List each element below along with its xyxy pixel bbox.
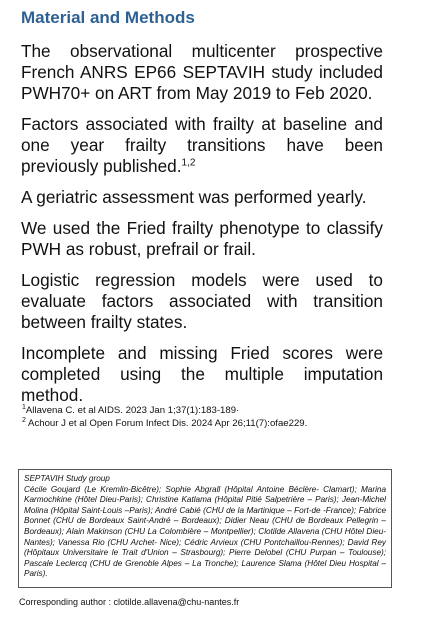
paragraph-study-design	[21, 41, 383, 104]
paragraph-text: We used the Fried frailty phenotype to classify PWH as robust, prefrail or frail.	[21, 218, 383, 259]
reference-1	[22, 404, 382, 417]
paragraph-logistic-regression	[21, 270, 383, 333]
methods-body	[21, 41, 383, 416]
study-group-box	[18, 469, 392, 588]
paragraph-text: Factors associated with frailty at baseline and one year frailty transitions have been previously published.	[21, 114, 383, 176]
reference-text: Allavena C. et al AIDS. 2023 Jan 1;37(1):183-189·	[25, 405, 240, 416]
reference-2	[22, 417, 382, 430]
paragraph-fried-phenotype	[21, 218, 383, 260]
citation-superscript: 1,2	[181, 157, 196, 169]
corresponding-author: Corresponding author : clotilde.allavena@chu-nantes.fr	[19, 597, 240, 607]
reference-number: 1	[22, 403, 26, 411]
paragraph-text: Logistic regression models were used to evaluate factors associated with transition between frailty states.	[21, 270, 383, 332]
paragraph-text: The observational multicenter prospective French ANRS EP66 SEPTAVIH study included PWH70+ on ART from May 2019 to Feb 2020.	[21, 41, 383, 103]
reference-text: Achour J et al Open Forum Infect Dis. 2024 Apr 26;11(7):ofae229.	[25, 418, 308, 429]
study-group-members: Cécile Goujard (Le Kremlin-Bicêtre); Sophie Abgrall (Hôpital Antoine Béclère- Clamart); Marina Karmochkine (Hôtel Dieu-Paris); Christine Katlama (Hôpital Pitié Salpetrière – Paris); Jean-Michel Molina (Hôpital Saint-Louis –Paris); André Cabié (CHU de la Martinique – Fort-de -France); Fabrice Bonnet (CHU de Bordeaux Saint-André – Bordeaux); Didier Neau (CHU de Bordeaux Pellegrin – Bordeaux); Alain Makinson (CHU La Colombière – Montpellier); Clotilde Allavena (CHU Hôtel Dieu-Nantes); Vanessa Rio (CHU Archet- Nice); Cédric Arvieux (CHU Pontchaillou-Rennes); David Rey (Hôpitaux Universitaire le Trait d'Union – Strasbourg); Pierre Delobel (CHU Purpan – Toulouse); Pascale Leclercq (CHU de Grenoble Alpes – La Tronche); Laurence Slama (Hôtel Dieu Hospital – Paris).	[24, 484, 386, 579]
section-heading: Material and Methods	[21, 8, 195, 27]
reference-number: 2	[22, 416, 26, 424]
paragraph-text: Incomplete and missing Fried scores were completed using the multiple imputation method.	[21, 343, 383, 405]
paragraph-geriatric-assessment	[21, 187, 383, 208]
paragraph-text: A geriatric assessment was performed yearly.	[21, 187, 367, 207]
paragraph-imputation	[21, 343, 383, 406]
paragraph-prior-publications	[21, 114, 383, 177]
study-group-title: SEPTAVIH Study group	[24, 474, 110, 483]
references	[22, 404, 382, 430]
